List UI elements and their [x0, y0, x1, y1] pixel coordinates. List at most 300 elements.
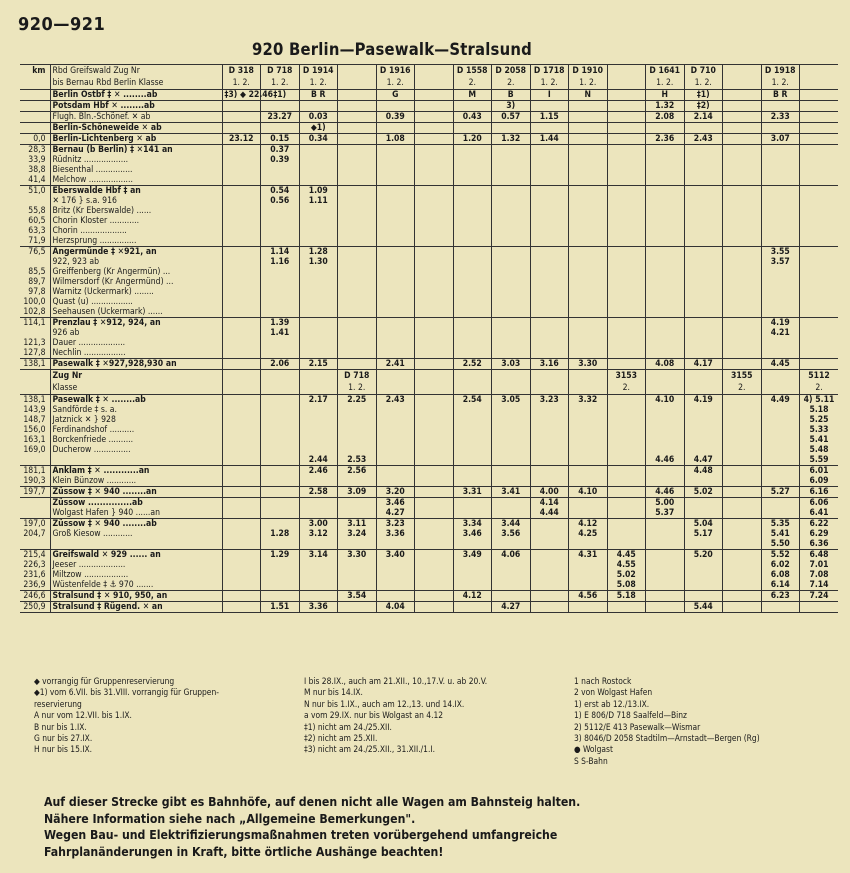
time-cell — [761, 186, 800, 197]
time-cell — [761, 466, 800, 477]
time-cell — [530, 405, 569, 415]
time-cell: 4.14 — [530, 498, 569, 509]
table-row — [20, 591, 838, 602]
train-class: 2. — [800, 382, 839, 395]
time-cell — [646, 155, 685, 165]
time-cell: 5.18 — [607, 591, 646, 602]
time-cell — [222, 165, 261, 175]
train-number: D 1718 — [530, 65, 569, 78]
time-cell — [800, 90, 839, 101]
time-cell — [530, 123, 569, 134]
time-cell: 1.14 — [261, 247, 300, 258]
time-cell — [453, 476, 492, 487]
time-cell — [607, 101, 646, 112]
time-cell — [338, 435, 377, 445]
time-cell — [338, 155, 377, 165]
time-cell — [376, 348, 415, 359]
time-cell — [338, 206, 377, 216]
time-cell — [569, 539, 608, 550]
time-cell — [761, 445, 800, 455]
time-cell — [723, 529, 762, 539]
time-cell — [569, 560, 608, 570]
time-cell: 3.16 — [530, 359, 569, 370]
time-cell — [338, 539, 377, 550]
table-row — [20, 466, 838, 477]
km-cell — [20, 123, 50, 134]
time-cell — [338, 101, 377, 112]
time-cell — [723, 580, 762, 591]
time-cell — [607, 455, 646, 466]
time-cell: 5.33 — [800, 425, 839, 435]
time-cell: 6.22 — [800, 519, 839, 530]
time-cell — [723, 435, 762, 445]
time-cell — [415, 155, 454, 165]
time-cell — [415, 435, 454, 445]
time-cell: 3.57 — [761, 257, 800, 267]
time-cell: 4.17 — [684, 359, 723, 370]
time-cell — [646, 257, 685, 267]
time-cell — [222, 445, 261, 455]
legend-item: H nur bis 15.IX. — [34, 744, 93, 755]
time-cell — [492, 216, 531, 226]
table-row — [20, 435, 838, 445]
km-cell: 169,0 — [23, 445, 46, 455]
time-cell — [723, 519, 762, 530]
time-cell — [607, 602, 646, 613]
train-number — [569, 370, 608, 383]
time-cell — [684, 415, 723, 425]
km-cell: 246,6 — [20, 591, 50, 602]
time-cell: 7.08 — [800, 570, 839, 580]
time-cell — [299, 560, 338, 570]
legend-item: N nur bis 1.IX., auch am 12.,13. und 14.IX. — [304, 698, 465, 709]
time-cell — [415, 445, 454, 455]
table-row — [20, 247, 838, 258]
station-name: Klein Bünzow ............ — [50, 476, 222, 487]
time-cell: 1.15 — [530, 112, 569, 123]
time-cell: 23.27 — [261, 112, 300, 123]
time-cell — [261, 539, 300, 550]
time-cell: 4.55 — [607, 560, 646, 570]
time-cell — [723, 297, 762, 307]
time-cell: 2.14 — [684, 112, 723, 123]
time-cell — [261, 287, 300, 297]
time-cell — [261, 297, 300, 307]
time-cell — [492, 175, 531, 186]
time-cell: 5.41 — [761, 529, 800, 539]
time-cell — [415, 196, 454, 206]
time-cell — [646, 529, 685, 539]
time-cell — [684, 155, 723, 165]
time-cell — [723, 508, 762, 519]
time-cell — [723, 476, 762, 487]
time-cell — [723, 415, 762, 425]
time-cell — [415, 466, 454, 477]
time-cell — [261, 165, 300, 175]
station-name: Ducherow ............... — [50, 445, 222, 455]
time-cell — [800, 328, 839, 338]
time-cell — [723, 175, 762, 186]
time-cell: 6.08 — [761, 570, 800, 580]
time-cell — [800, 307, 839, 318]
time-cell — [530, 267, 569, 277]
time-cell — [761, 602, 800, 613]
time-cell — [684, 570, 723, 580]
train-number — [261, 370, 300, 383]
time-cell — [376, 226, 415, 236]
time-cell — [338, 405, 377, 415]
time-cell — [261, 395, 300, 406]
time-cell — [261, 570, 300, 580]
time-cell — [376, 257, 415, 267]
table-row — [20, 425, 838, 435]
time-cell — [607, 226, 646, 236]
time-cell — [492, 580, 531, 591]
train-class — [338, 77, 377, 90]
rbd-header-2: bis Bernau Rbd Berlin Klasse — [50, 77, 222, 90]
train-number — [723, 65, 762, 78]
table-row — [20, 476, 838, 487]
time-cell — [376, 247, 415, 258]
km-cell: 197,7 — [20, 487, 50, 498]
time-cell: 3.55 — [761, 247, 800, 258]
time-cell — [453, 297, 492, 307]
time-cell — [338, 196, 377, 206]
train-number — [338, 65, 377, 78]
time-cell — [453, 415, 492, 425]
time-cell — [376, 145, 415, 156]
time-cell — [492, 435, 531, 445]
time-cell — [376, 267, 415, 277]
time-cell — [607, 435, 646, 445]
time-cell — [338, 277, 377, 287]
time-cell: 4.45 — [607, 550, 646, 561]
time-cell: 2.41 — [376, 359, 415, 370]
time-cell — [530, 216, 569, 226]
time-cell — [530, 196, 569, 206]
notes — [44, 794, 580, 860]
time-cell — [261, 338, 300, 348]
time-cell: 5.52 — [761, 550, 800, 561]
time-cell — [530, 466, 569, 477]
time-cell — [723, 328, 762, 338]
note-line: Auf dieser Strecke gibt es Bahnhöfe, auf denen nicht alle Wagen am Bahnsteig halten. — [44, 795, 581, 809]
time-cell — [607, 508, 646, 519]
time-cell — [453, 247, 492, 258]
time-cell — [222, 216, 261, 226]
time-cell: 4.31 — [569, 550, 608, 561]
train-class — [299, 382, 338, 395]
time-cell — [723, 602, 762, 613]
time-cell — [453, 602, 492, 613]
time-cell — [607, 287, 646, 297]
time-cell — [569, 498, 608, 509]
legend-item: ◆ vorrangig für Gruppenreservierung — [34, 676, 175, 686]
time-cell: 2.58 — [299, 487, 338, 498]
train-number: D 1914 — [299, 65, 338, 78]
time-cell — [492, 338, 531, 348]
time-cell: 1.32 — [646, 101, 685, 112]
time-cell — [723, 236, 762, 247]
time-cell — [376, 466, 415, 477]
train-number — [530, 370, 569, 383]
time-cell — [338, 236, 377, 247]
km-cell: 89,7 — [28, 277, 46, 287]
train-number: D 1916 — [376, 65, 415, 78]
time-cell: 6.09 — [800, 476, 839, 487]
time-cell — [684, 591, 723, 602]
time-cell — [761, 425, 800, 435]
time-cell: 5.00 — [646, 498, 685, 509]
time-cell — [453, 405, 492, 415]
time-cell — [569, 348, 608, 359]
time-cell — [607, 498, 646, 509]
station-name: Wolgast Hafen } 940 ......an — [50, 508, 222, 519]
time-cell — [338, 165, 377, 175]
time-cell: 1.30 — [299, 257, 338, 267]
train-number — [492, 370, 531, 383]
time-cell — [299, 539, 338, 550]
time-cell — [607, 318, 646, 329]
km-cell: 28,3 — [20, 145, 50, 156]
time-cell — [415, 570, 454, 580]
time-cell — [761, 307, 800, 318]
table-row — [20, 307, 838, 318]
time-cell — [453, 560, 492, 570]
train-number — [684, 370, 723, 383]
time-cell — [338, 297, 377, 307]
time-cell — [261, 123, 300, 134]
time-cell: 6.23 — [761, 591, 800, 602]
time-cell — [569, 247, 608, 258]
time-cell — [723, 206, 762, 216]
km-cell: 85,5 — [28, 267, 46, 277]
time-cell — [415, 236, 454, 247]
table-row — [20, 395, 838, 406]
km-cell — [20, 498, 50, 509]
km-cell: 127,8 — [23, 348, 46, 358]
time-cell: 7.01 — [800, 560, 839, 570]
time-cell — [261, 591, 300, 602]
time-cell — [607, 405, 646, 415]
time-cell: 3.03 — [492, 359, 531, 370]
time-cell: 4.10 — [646, 395, 685, 406]
time-cell — [569, 226, 608, 236]
time-cell — [607, 359, 646, 370]
time-cell: 1.39 — [261, 318, 300, 329]
time-cell — [800, 145, 839, 156]
time-cell — [607, 297, 646, 307]
time-cell — [646, 476, 685, 487]
time-cell: 7.14 — [800, 580, 839, 591]
time-cell — [530, 165, 569, 175]
time-cell — [569, 145, 608, 156]
time-cell: 5.08 — [607, 580, 646, 591]
time-cell — [261, 206, 300, 216]
table-row — [20, 508, 838, 519]
time-cell — [646, 186, 685, 197]
time-cell — [607, 196, 646, 206]
time-cell — [607, 134, 646, 145]
time-cell: 3.07 — [761, 134, 800, 145]
time-cell — [646, 435, 685, 445]
time-cell: 0.39 — [376, 112, 415, 123]
time-cell — [376, 307, 415, 318]
table-row — [20, 134, 838, 145]
time-cell: 3.46 — [453, 529, 492, 539]
time-cell — [261, 405, 300, 415]
time-cell: 4.46 — [646, 455, 685, 466]
time-cell — [723, 570, 762, 580]
time-cell: 2.54 — [453, 395, 492, 406]
time-cell — [222, 112, 261, 123]
station-name: ✕ 176 } s.a. 916 — [50, 196, 222, 206]
table-row — [20, 145, 838, 156]
time-cell — [492, 570, 531, 580]
train-class — [684, 382, 723, 395]
legend-item: 1 nach Rostock — [574, 676, 632, 686]
time-cell — [338, 226, 377, 236]
time-cell — [415, 498, 454, 509]
table-row — [20, 519, 838, 530]
time-cell — [646, 591, 685, 602]
time-cell: 5.20 — [684, 550, 723, 561]
train-number: D 718 — [261, 65, 300, 78]
time-cell — [800, 226, 839, 236]
time-cell — [607, 445, 646, 455]
time-cell — [415, 476, 454, 487]
time-cell — [415, 348, 454, 359]
train-number — [222, 370, 261, 383]
time-cell — [723, 348, 762, 359]
rbd-header: Rbd Greifswald Zug Nr — [50, 65, 222, 78]
time-cell: B — [492, 90, 531, 101]
time-cell: 3.23 — [530, 395, 569, 406]
time-cell — [453, 539, 492, 550]
time-cell — [607, 466, 646, 477]
time-cell: 3.30 — [569, 359, 608, 370]
time-cell — [338, 257, 377, 267]
time-cell — [646, 216, 685, 226]
time-cell — [723, 101, 762, 112]
time-cell: 3.40 — [376, 550, 415, 561]
time-cell — [800, 101, 839, 112]
station-name: Chorin Kloster ............ — [50, 216, 222, 226]
time-cell — [723, 466, 762, 477]
legend-item: M nur bis 14.IX. — [304, 687, 363, 698]
table-row — [20, 560, 838, 570]
time-cell — [684, 226, 723, 236]
time-cell — [530, 226, 569, 236]
km-cell — [20, 257, 50, 267]
time-cell: 23.12 — [222, 134, 261, 145]
time-cell — [684, 186, 723, 197]
train-class — [569, 382, 608, 395]
time-cell — [453, 216, 492, 226]
time-cell: 3.49 — [453, 550, 492, 561]
legend-item: ◆1) vom 6.VII. bis 31.VIII. vorrangig für Gruppen- — [34, 687, 219, 698]
table-row — [20, 602, 838, 613]
km-cell: 102,8 — [23, 307, 46, 317]
train-class: 1. 2. — [376, 77, 415, 90]
time-cell — [646, 550, 685, 561]
time-cell — [800, 206, 839, 216]
time-cell — [261, 560, 300, 570]
time-cell — [415, 395, 454, 406]
time-cell — [723, 112, 762, 123]
time-cell — [376, 560, 415, 570]
time-cell — [530, 348, 569, 359]
time-cell: M — [453, 90, 492, 101]
train-class — [800, 77, 839, 90]
station-name: Herzsprung ............... — [50, 236, 222, 247]
table-row — [20, 186, 838, 197]
table-row — [20, 206, 838, 216]
time-cell — [569, 318, 608, 329]
km-cell: 71,9 — [28, 236, 46, 246]
time-cell — [723, 539, 762, 550]
station-name: Melchow .................. — [50, 175, 222, 186]
time-cell: 5.17 — [684, 529, 723, 539]
table-row — [20, 257, 838, 267]
time-cell — [607, 267, 646, 277]
time-cell — [376, 328, 415, 338]
time-cell — [800, 175, 839, 186]
time-cell — [607, 175, 646, 186]
time-cell — [453, 226, 492, 236]
time-cell — [453, 287, 492, 297]
note-line: Nähere Information siehe nach „Allgemeine Bemerkungen". — [44, 811, 416, 826]
time-cell — [338, 90, 377, 101]
time-cell — [222, 359, 261, 370]
time-cell — [222, 455, 261, 466]
train-class — [261, 382, 300, 395]
time-cell — [646, 267, 685, 277]
time-cell — [800, 277, 839, 287]
time-cell — [492, 455, 531, 466]
time-cell: 1.08 — [376, 134, 415, 145]
time-cell: 4.44 — [530, 508, 569, 519]
time-cell: ‡1) — [261, 90, 300, 101]
time-cell — [415, 145, 454, 156]
legend-item: 1) E 806/D 718 Saalfeld—Binz — [574, 710, 687, 721]
km-blank — [20, 370, 50, 383]
time-cell — [569, 175, 608, 186]
time-cell — [569, 134, 608, 145]
train-number: D 1910 — [569, 65, 608, 78]
time-cell — [492, 196, 531, 206]
time-cell: 4.45 — [761, 359, 800, 370]
train-class: 2. — [723, 382, 762, 395]
station-name: Wilmersdorf (Kr Angermünd) ... — [50, 277, 222, 287]
time-cell — [492, 591, 531, 602]
table-row — [20, 112, 838, 123]
time-cell: 2.33 — [761, 112, 800, 123]
time-cell — [684, 297, 723, 307]
time-cell: 2.53 — [338, 455, 377, 466]
time-cell: 3.44 — [492, 519, 531, 530]
time-cell — [684, 348, 723, 359]
km-cell — [20, 196, 50, 206]
time-cell — [530, 175, 569, 186]
time-cell — [800, 359, 839, 370]
time-cell — [800, 267, 839, 277]
time-cell: 2.25 — [338, 395, 377, 406]
station-name — [50, 539, 222, 550]
time-cell — [376, 405, 415, 415]
train-number — [607, 65, 646, 78]
time-cell — [761, 206, 800, 216]
